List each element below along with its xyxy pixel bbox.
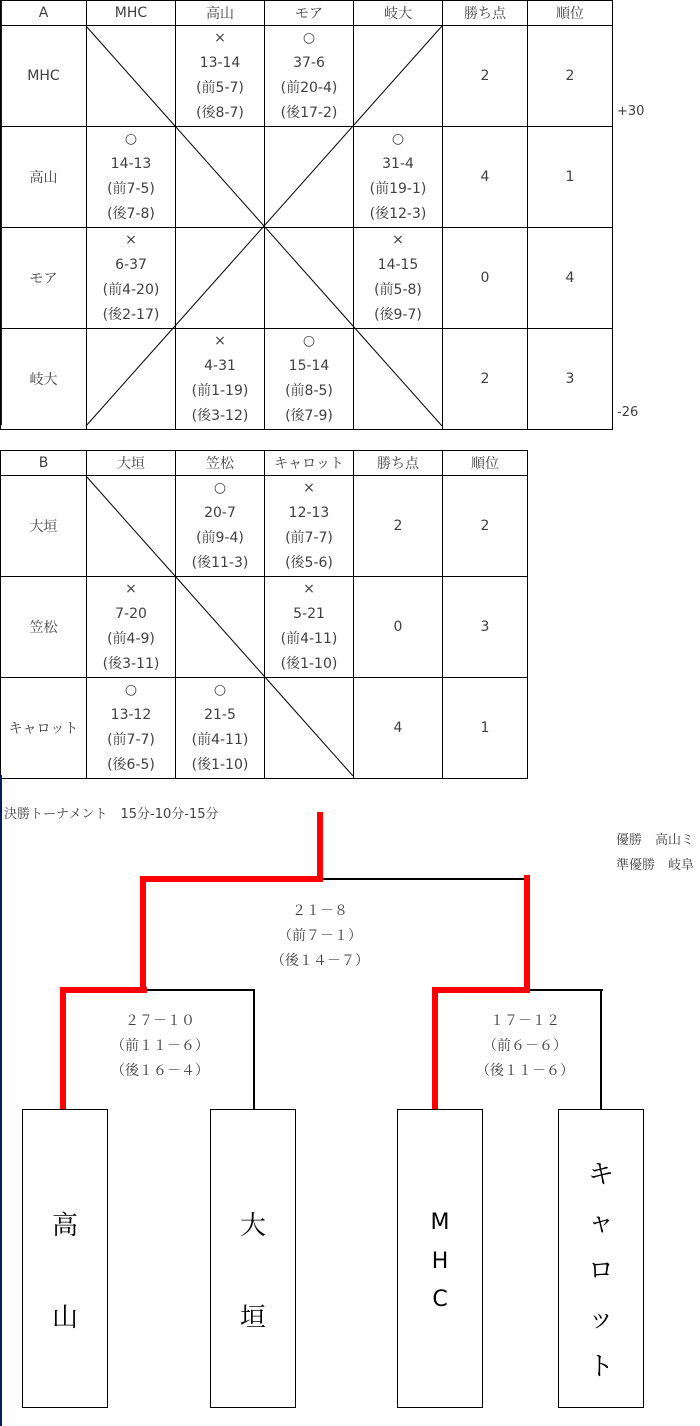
team-char: 垣 <box>239 1303 266 1333</box>
header-cell: 順位 <box>443 451 528 476</box>
team-char: ッ <box>587 1304 614 1334</box>
team-char: ャ <box>587 1208 614 1238</box>
header-cell: 勝ち点 <box>443 1 528 26</box>
header-cell: 勝ち点 <box>354 451 443 476</box>
points-cell: 0 <box>354 577 443 678</box>
team-name: 大垣 <box>1 476 87 577</box>
points-cell: 2 <box>443 26 528 127</box>
team-char: M <box>430 1210 450 1235</box>
diagonal-line <box>86 476 175 576</box>
team-char: C <box>432 1287 448 1312</box>
match-result: ○ 14-13 (前7-5) (後7-8) <box>87 127 176 228</box>
match-result: ○ 21-5 (前4-11) (後1-10) <box>176 678 265 779</box>
diagonal-line <box>353 26 442 126</box>
header-cell: 大垣 <box>87 451 176 476</box>
header-cell: B <box>1 451 87 476</box>
diagonal-line <box>175 576 264 676</box>
team-char: キ <box>587 1160 614 1190</box>
left-frame-border <box>0 775 2 1426</box>
rank-cell: 2 <box>528 26 613 127</box>
group-a-diagonals <box>0 0 612 426</box>
team-char: 高 <box>51 1211 78 1241</box>
header-cell: モア <box>265 1 354 26</box>
header-cell: 岐大 <box>354 1 443 26</box>
winner-text: 優勝 高山ミ <box>616 833 695 848</box>
points-cell: 2 <box>354 476 443 577</box>
rank-cell: 3 <box>528 329 613 430</box>
group-b-diagonals <box>0 450 527 776</box>
points-cell: 2 <box>443 329 528 430</box>
header-cell: A <box>1 1 87 26</box>
team-box-ogaki <box>210 1109 296 1408</box>
team-name: モア <box>1 228 87 329</box>
team-box-mhc <box>397 1109 483 1408</box>
match-result: ○ 20-7 (前9-4) (後11-3) <box>176 476 265 577</box>
goal-diff-note: +30 <box>617 104 645 119</box>
final-title: 決勝トーナメント 15分-10分-15分 <box>4 807 219 822</box>
match-result: × 4-31 (前1-19) (後3-12) <box>176 329 265 430</box>
rank-cell: 1 <box>443 678 528 779</box>
diagonal-line <box>353 326 442 426</box>
team-name: キャロット <box>1 678 87 779</box>
header-cell: キャロット <box>265 451 354 476</box>
rank-cell: 4 <box>528 228 613 329</box>
team-name: 岐大 <box>1 329 87 430</box>
runner-up-text: 準優勝 岐阜 <box>616 858 695 873</box>
team-char: ロ <box>587 1256 614 1286</box>
match-result: ○ 31-4 (前19-1) (後12-3) <box>354 127 443 228</box>
match-result: × 14-15 (前5-8) (後9-7) <box>354 228 443 329</box>
points-cell: 4 <box>354 678 443 779</box>
team-box-takayama <box>22 1109 108 1408</box>
points-cell: 0 <box>443 228 528 329</box>
match-result: ○ 15-14 (前8-5) (後7-9) <box>265 329 354 430</box>
team-name: MHC <box>1 26 87 127</box>
match-result: × 7-20 (前4-9) (後3-11) <box>87 577 176 678</box>
team-char: 山 <box>51 1303 78 1333</box>
rank-cell: 2 <box>443 476 528 577</box>
rank-cell: 1 <box>528 127 613 228</box>
match-result: × 12-13 (前7-7) (後5-6) <box>265 476 354 577</box>
diagonal-line <box>264 676 353 776</box>
header-cell: 笠松 <box>176 451 265 476</box>
goal-diff-note: -26 <box>617 405 639 420</box>
team-char: 大 <box>239 1211 266 1241</box>
match-result: ○ 13-12 (前7-7) (後6-5) <box>87 678 176 779</box>
team-name: 笠松 <box>1 577 87 678</box>
match-result: × 13-14 (前5-7) (後8-7) <box>176 26 265 127</box>
final-score: ２１－８ （前７－１） （後１４－７） <box>271 903 369 969</box>
team-char: ト <box>587 1352 614 1382</box>
winner-line <box>435 875 527 990</box>
team-box-carrot <box>558 1109 644 1408</box>
match-result: × 5-21 (前4-11) (後1-10) <box>265 577 354 678</box>
semi-left-score: ２７－１０ （前１１－６） （後１６－４） <box>111 1013 209 1079</box>
match-result: ○ 37-6 (前20-4) (後17-2) <box>265 26 354 127</box>
header-cell: 高山 <box>176 1 265 26</box>
diagonal-line <box>86 326 175 426</box>
rank-cell: 3 <box>443 577 528 678</box>
semi-right-score: １７－１２ （前６－６） （後１１－６） <box>476 1013 574 1079</box>
diagonal-line <box>86 26 175 126</box>
team-name: 高山 <box>1 127 87 228</box>
team-char: H <box>431 1249 449 1274</box>
header-cell: MHC <box>87 1 176 26</box>
points-cell: 4 <box>443 127 528 228</box>
match-result: × 6-37 (前4-20) (後2-17) <box>87 228 176 329</box>
header-cell: 順位 <box>528 1 613 26</box>
